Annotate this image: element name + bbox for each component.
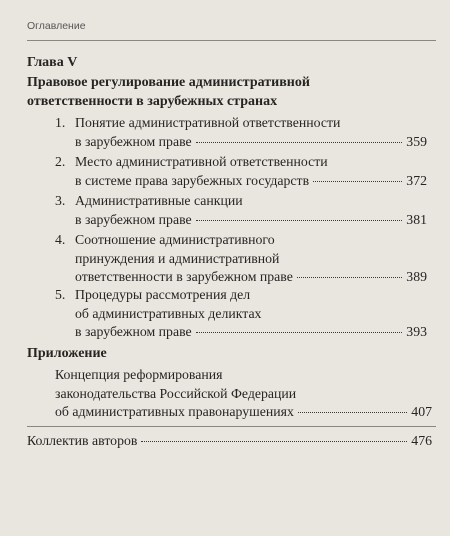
chapter-title-line: Правовое регулирование административной (27, 75, 310, 90)
toc-entry-number: 5. (55, 287, 66, 302)
toc-entry-last-line (75, 211, 427, 230)
section-rule (27, 426, 436, 427)
toc-entry-last-line (55, 403, 432, 422)
leader-dots (196, 142, 403, 143)
toc-entry-line: законодательства Российской Федерации (55, 385, 297, 401)
leader-dots (196, 332, 403, 333)
toc-entry-number: 1. (55, 115, 66, 130)
toc-entry-last-line (75, 268, 427, 287)
toc-page-number: 407 (411, 404, 432, 419)
leader-dots (297, 277, 402, 278)
chapter-title-line: ответственности в зарубежных странах (27, 94, 278, 109)
toc-entry-line: в системе права зарубежных государств (75, 172, 310, 188)
toc-page-number: 393 (406, 324, 427, 339)
toc-entry-number: 3. (55, 193, 66, 208)
toc-entry-last-line (75, 133, 427, 152)
toc-entry-number: 4. (55, 232, 66, 247)
toc-entry-line: об административных правонарушениях (55, 404, 294, 419)
leader-dots (141, 441, 407, 442)
chapter-title (27, 73, 432, 111)
toc-entry-number: 2. (55, 154, 66, 169)
toc-entry-last-line (75, 172, 427, 191)
toc-entry-line: Место административной ответственности (75, 154, 328, 169)
toc-page-number: 381 (406, 211, 427, 227)
authors-label: Коллектив авторов (27, 433, 138, 448)
toc-page-number: 476 (411, 433, 432, 448)
toc-entry-line: Соотношение административного (75, 232, 275, 247)
chapter-label: Глава V (27, 55, 78, 70)
toc-entry-line: ответственности в зарубежном праве (75, 269, 293, 284)
toc-page-number: 359 (406, 133, 427, 149)
toc-entry-line: в зарубежном праве (75, 211, 192, 227)
toc-entry-last-line (27, 432, 432, 451)
toc-entry-line: об административных деликтах (75, 305, 262, 321)
toc-entry-line: Концепция реформирования (55, 367, 223, 382)
toc-entry-line: Понятие административной ответственности (75, 115, 341, 130)
leader-dots (196, 220, 403, 221)
toc-page-number: 389 (406, 269, 427, 284)
toc-entry-line: принуждения и административной (75, 250, 280, 266)
toc-entry-line: Административные санкции (75, 193, 243, 208)
leader-dots (298, 412, 407, 413)
toc-entry-line: в зарубежном праве (75, 133, 192, 149)
toc-entry-last-line (75, 323, 427, 342)
toc-entry-line: в зарубежном праве (75, 324, 192, 339)
toc-page-number: 372 (406, 172, 427, 188)
running-head: Оглавление (27, 20, 86, 32)
header-rule (27, 40, 436, 41)
leader-dots (313, 181, 402, 182)
appendix-label: Приложение (27, 346, 107, 361)
toc-entry-line: Процедуры рассмотрения дел (75, 287, 251, 302)
